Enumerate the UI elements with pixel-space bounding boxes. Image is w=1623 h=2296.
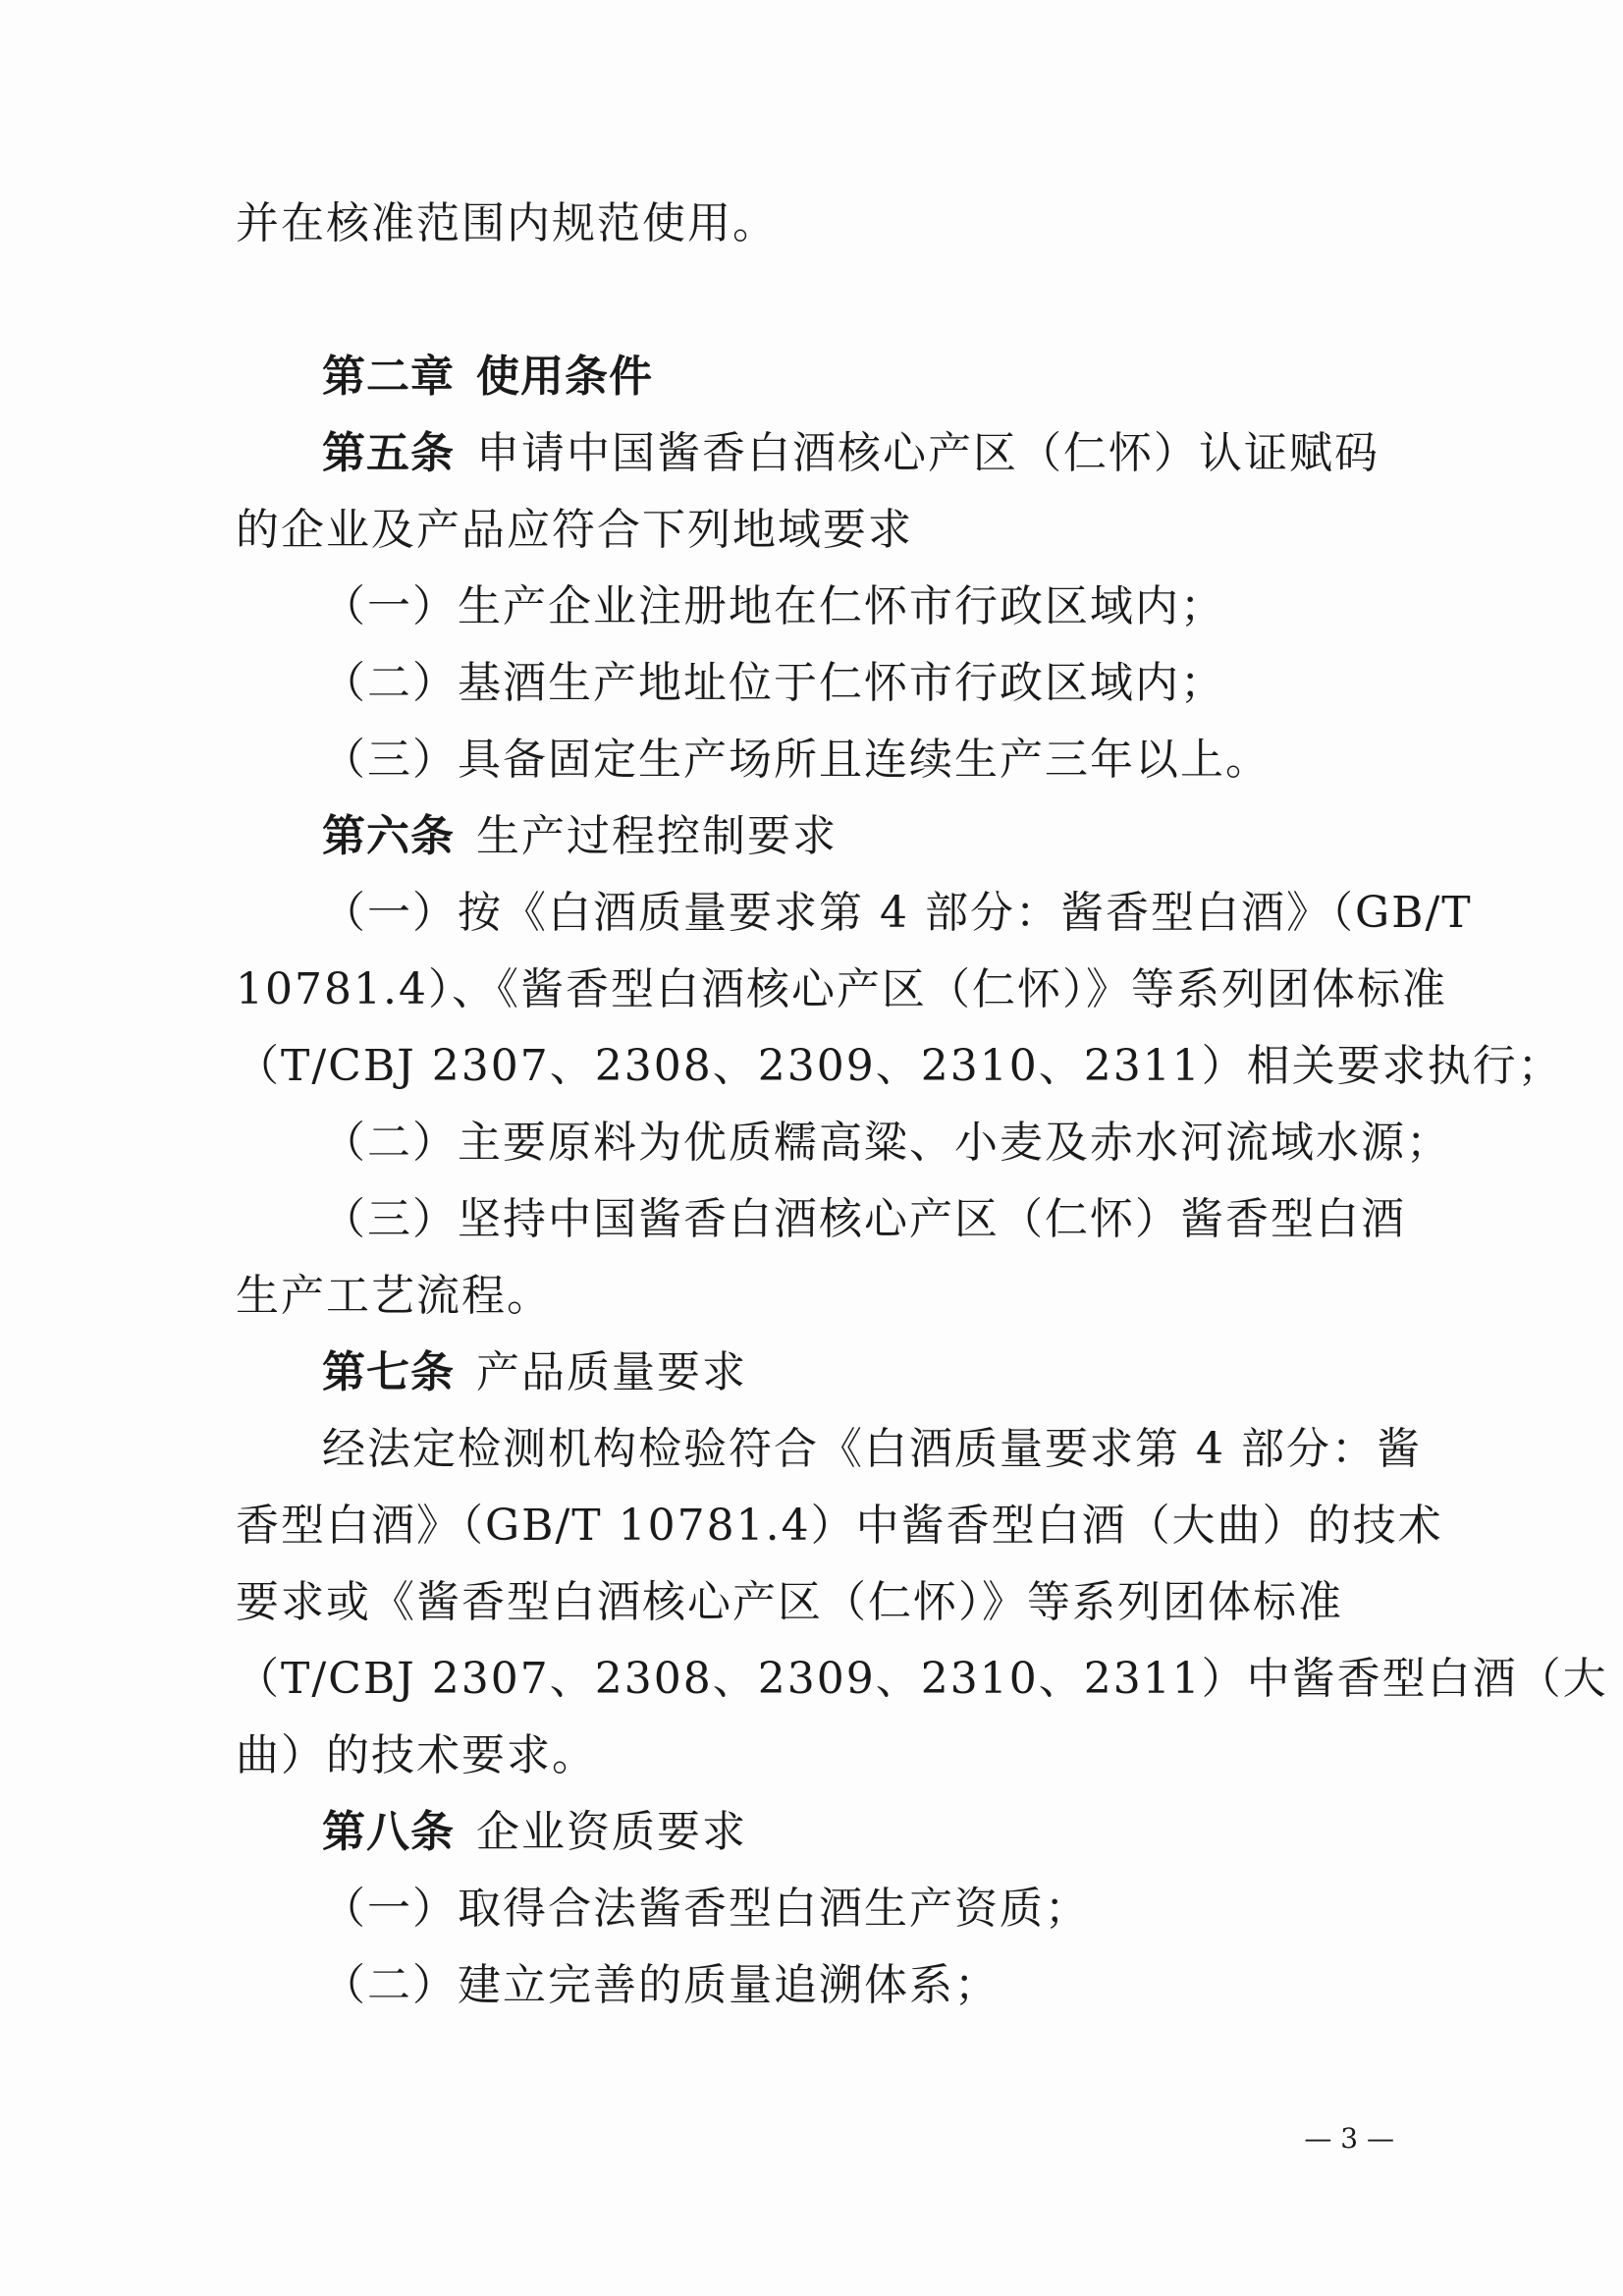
paragraph-line [236, 1037, 1563, 1096]
text: 生产过程控制要求 [476, 811, 838, 861]
article-label: 第七条 [322, 1347, 455, 1397]
text: 并在核准范围内规范使用。 [236, 198, 778, 248]
chapter-title: 使用条件 [476, 352, 653, 402]
list-item [322, 1114, 1451, 1173]
text: （三）具备固定生产场所且连续生产三年以上。 [322, 735, 1271, 785]
text: 产品质量要求 [476, 1347, 747, 1397]
text: （二）建立完善的质量追溯体系； [322, 1960, 1000, 2010]
text: 要求或《酱香型白酒核心产区（仁怀）》等系列团体标准 [236, 1577, 1343, 1627]
paragraph-line [236, 960, 1447, 1019]
list-item [322, 884, 1473, 943]
text: 企业资质要求 [476, 1807, 747, 1857]
paragraph-line [236, 1573, 1394, 1632]
list-item [322, 654, 1394, 713]
text: 经法定检测机构检验符合《白酒质量要求第 4 部分：酱 [322, 1424, 1422, 1474]
list-item [322, 1956, 1394, 2015]
list-item [322, 577, 1394, 636]
paragraph-line [236, 194, 1394, 253]
article-label: 第八条 [322, 1807, 455, 1857]
article-label: 第六条 [322, 811, 455, 861]
text: （一）按《白酒质量要求第 4 部分：酱香型白酒》（GB/T [322, 888, 1473, 938]
text: （一）生产企业注册地在仁怀市行政区域内； [322, 581, 1225, 631]
article-7-line [322, 1343, 1394, 1402]
text: （二）基酒生产地址位于仁怀市行政区域内； [322, 658, 1225, 708]
article-8-line [322, 1803, 1394, 1862]
text: （一）取得合法酱香型白酒生产资质； [322, 1884, 1090, 1934]
article-label: 第五条 [322, 428, 455, 478]
list-item [322, 1190, 1406, 1249]
article-5-line [322, 424, 1394, 483]
list-item [322, 731, 1394, 790]
page-number: — 3 — [1304, 2122, 1394, 2155]
text: （三）坚持中国酱香白酒核心产区（仁怀）酱香型白酒 [322, 1194, 1406, 1244]
text: 曲）的技术要求。 [236, 1730, 597, 1780]
text: （T/CBJ 2307、2308、2309、2310、2311）中酱香型白酒（大 [236, 1654, 1608, 1704]
chapter-heading [322, 348, 1394, 407]
article-6-line [322, 807, 1394, 866]
paragraph-line [236, 1267, 1394, 1326]
paragraph-line [236, 1650, 1608, 1709]
text: 10781.4）、《酱香型白酒核心产区（仁怀）》等系列团体标准 [236, 964, 1447, 1014]
text: （T/CBJ 2307、2308、2309、2310、2311）相关要求执行； [236, 1041, 1563, 1091]
text: 香型白酒》（GB/T 10781.4）中酱香型白酒（大曲）的技术 [236, 1501, 1443, 1551]
paragraph-line [236, 501, 1394, 560]
paragraph-line [236, 1726, 1394, 1785]
paragraph-line [322, 1420, 1422, 1479]
text: （二）主要原料为优质糯高粱、小麦及赤水河流域水源； [322, 1118, 1451, 1168]
list-item [322, 1880, 1394, 1939]
paragraph-line [236, 1497, 1443, 1556]
chapter-number: 第二章 [322, 352, 455, 402]
text: 生产工艺流程。 [236, 1271, 552, 1321]
text: 申请中国酱香白酒核心产区（仁怀）认证赋码 [476, 428, 1380, 478]
text: 的企业及产品应符合下列地域要求 [236, 505, 913, 555]
